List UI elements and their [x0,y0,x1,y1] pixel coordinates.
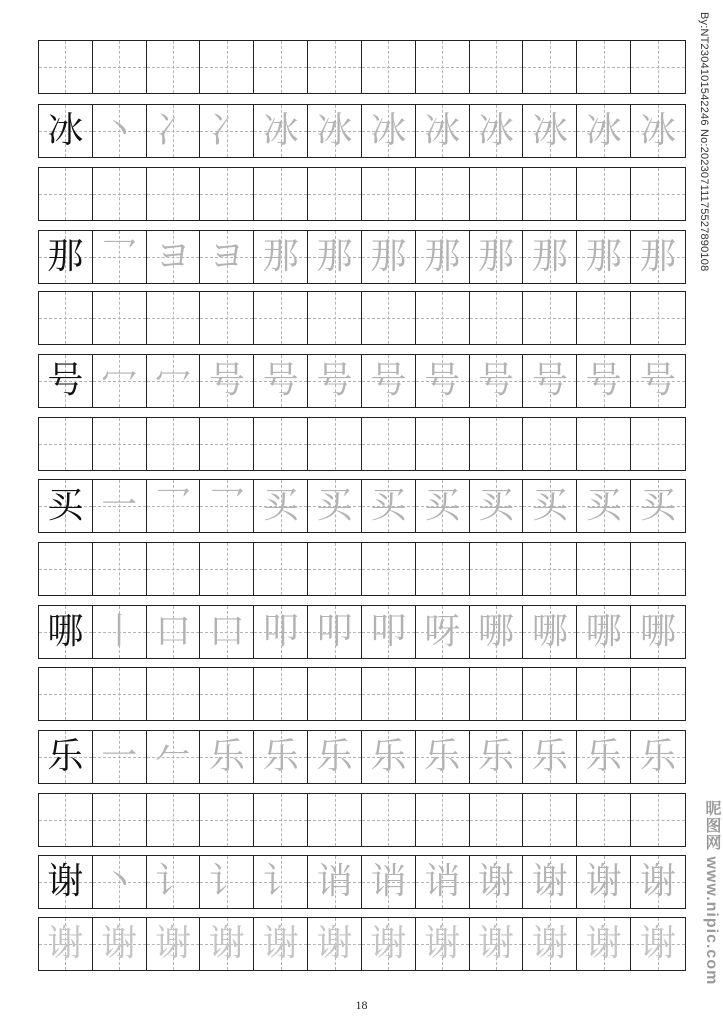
practice-cell [631,606,685,658]
practice-cell [39,41,93,93]
practice-cell [308,105,362,157]
page-number: 18 [355,998,368,1012]
cell-glyph: 买 [316,485,353,526]
cell-glyph: 号 [640,360,677,401]
practice-cell [200,292,254,344]
practice-cell [577,794,631,846]
practice-cell [147,543,201,595]
cell-glyph: 谢 [640,923,677,964]
cell-glyph: 冫 [208,110,245,151]
practice-cell [631,668,685,720]
cell-glyph: 口 [155,611,192,652]
practice-cell [362,543,416,595]
cell-glyph: 乐 [585,736,622,777]
practice-cell [308,168,362,220]
practice-cell [362,418,416,470]
practice-cell [147,231,201,283]
practice-cell [577,606,631,658]
character-row [38,730,686,784]
practice-cell [470,606,524,658]
practice-cell [577,668,631,720]
cell-glyph: 乐 [262,736,299,777]
practice-cell [93,292,147,344]
cell-glyph: 讠 [155,861,192,902]
cell-glyph: 丶 [101,110,138,151]
cell-glyph: ヨ [208,236,245,277]
practice-cell [254,794,308,846]
practice-cell [416,918,470,970]
practice-cell [362,41,416,93]
practice-cell [362,355,416,407]
cell-glyph: 乐 [640,736,677,777]
practice-cell [39,292,93,344]
practice-cell [147,794,201,846]
practice-grid [38,0,686,1024]
model-character-cell [39,105,93,157]
practice-cell [200,105,254,157]
practice-cell [200,231,254,283]
practice-cell [577,731,631,783]
model-character-cell [39,231,93,283]
cell-glyph: 哪 [640,611,677,652]
cell-glyph: 那 [370,236,407,277]
practice-cell [523,105,577,157]
practice-cell [631,231,685,283]
practice-cell [308,355,362,407]
practice-cell [416,543,470,595]
practice-cell [93,168,147,220]
practice-cell [470,168,524,220]
practice-cell [523,418,577,470]
practice-cell [577,168,631,220]
cell-glyph: 号 [370,360,407,401]
cell-glyph: 叩 [262,611,299,652]
practice-cell [362,105,416,157]
practice-cell [470,731,524,783]
practice-cell [631,543,685,595]
practice-cell [523,856,577,908]
practice-cell [416,731,470,783]
model-character-cell [39,355,93,407]
practice-cell [308,231,362,283]
practice-cell [523,231,577,283]
practice-cell [308,41,362,93]
practice-cell [470,418,524,470]
cell-glyph: 谢 [47,923,84,964]
practice-cell [308,480,362,532]
practice-cell [308,794,362,846]
character-row [38,479,686,533]
watermark-site: 昵图网 www.nipic.com [703,800,720,986]
practice-cell [631,856,685,908]
cell-glyph: 乐 [208,736,245,777]
practice-cell [577,918,631,970]
cell-glyph: 乐 [316,736,353,777]
practice-cell [523,292,577,344]
cell-glyph: 哪 [531,611,568,652]
cell-glyph: 乛 [155,485,192,526]
cell-glyph: 谢 [585,923,622,964]
practice-cell [308,856,362,908]
practice-cell [631,105,685,157]
practice-cell [362,918,416,970]
practice-cell [39,668,93,720]
cell-glyph: 号 [585,360,622,401]
model-character-cell [39,731,93,783]
practice-cell [147,856,201,908]
practice-cell [200,418,254,470]
practice-cell [254,105,308,157]
cell-glyph: 号 [262,360,299,401]
practice-cell [147,606,201,658]
practice-cell [147,168,201,220]
cell-glyph: ヨ [155,236,192,277]
practice-cell [200,480,254,532]
character-row [38,605,686,659]
practice-cell [416,355,470,407]
practice-cell [308,606,362,658]
practice-cell [416,168,470,220]
practice-cell [631,355,685,407]
practice-cell [470,231,524,283]
practice-cell [254,41,308,93]
cell-glyph: 谢 [478,923,515,964]
practice-cell [39,918,93,970]
cell-glyph: 冖 [101,360,138,401]
cell-glyph: 买 [478,485,515,526]
cell-glyph: 买 [262,485,299,526]
cell-glyph: 乐 [47,736,84,777]
cell-glyph: 买 [424,485,461,526]
practice-cell [470,543,524,595]
practice-cell [93,606,147,658]
cell-glyph: 那 [585,236,622,277]
practice-cell [470,918,524,970]
practice-cell [200,856,254,908]
cell-glyph: 𠂉 [155,736,192,777]
cell-glyph: 诮 [424,861,461,902]
practice-cell [362,231,416,283]
practice-cell [470,480,524,532]
practice-cell [470,105,524,157]
cell-glyph: 买 [531,485,568,526]
cell-glyph: 一 [101,736,138,777]
cell-glyph: 乐 [370,736,407,777]
practice-cell [147,418,201,470]
practice-cell [200,606,254,658]
blank-row [38,417,686,471]
practice-cell [523,168,577,220]
cell-glyph: 谢 [262,923,299,964]
cell-glyph: 丨 [101,611,138,652]
practice-cell [631,731,685,783]
cell-glyph: 号 [316,360,353,401]
practice-cell [470,355,524,407]
practice-cell [200,41,254,93]
practice-cell [362,794,416,846]
character-row [38,230,686,284]
practice-cell [416,606,470,658]
practice-cell [577,856,631,908]
practice-cell [523,918,577,970]
practice-cell [254,480,308,532]
practice-cell [631,794,685,846]
cell-glyph: 那 [47,236,84,277]
practice-cell [416,418,470,470]
practice-cell [39,168,93,220]
practice-cell [93,731,147,783]
practice-cell [147,480,201,532]
practice-cell [147,292,201,344]
practice-cell [523,543,577,595]
practice-cell [523,355,577,407]
cell-glyph: 号 [424,360,461,401]
practice-cell [93,668,147,720]
practice-cell [200,668,254,720]
practice-cell [200,543,254,595]
cell-glyph: 乐 [478,736,515,777]
practice-cell [200,918,254,970]
model-character-cell [39,606,93,658]
practice-cell [362,856,416,908]
cell-glyph: 那 [262,236,299,277]
practice-cell [254,918,308,970]
practice-cell [523,668,577,720]
cell-glyph: 乛 [101,236,138,277]
cell-glyph: 冰 [531,110,568,151]
cell-glyph: 买 [47,485,84,526]
practice-cell [254,292,308,344]
blank-row [38,167,686,221]
cell-glyph: 那 [478,236,515,277]
practice-cell [93,41,147,93]
cell-glyph: 谢 [101,923,138,964]
practice-cell [470,292,524,344]
blank-row [38,291,686,345]
cell-glyph: 谢 [370,923,407,964]
practice-cell [362,668,416,720]
practice-cell [577,418,631,470]
cell-glyph: 那 [316,236,353,277]
practice-cell [631,418,685,470]
practice-cell [416,856,470,908]
character-row [38,104,686,158]
practice-cell [308,668,362,720]
practice-cell [308,543,362,595]
practice-cell [577,105,631,157]
practice-cell [523,731,577,783]
cell-glyph: 谢 [585,861,622,902]
practice-cell [470,856,524,908]
trace-row [38,917,686,971]
cell-glyph: 一 [101,485,138,526]
practice-cell [147,105,201,157]
practice-cell [577,543,631,595]
practice-cell [254,543,308,595]
practice-cell [631,292,685,344]
practice-cell [470,668,524,720]
practice-cell [254,731,308,783]
cell-glyph: 冰 [478,110,515,151]
practice-cell [93,231,147,283]
cell-glyph: 谢 [424,923,461,964]
blank-row [38,667,686,721]
cell-glyph: 诮 [370,861,407,902]
practice-cell [416,794,470,846]
practice-cell [93,794,147,846]
cell-glyph: 谢 [531,861,568,902]
cell-glyph: 讠 [208,861,245,902]
practice-cell [39,418,93,470]
cell-glyph: 叩 [370,611,407,652]
practice-cell [631,918,685,970]
cell-glyph: 买 [370,485,407,526]
practice-cell [200,794,254,846]
practice-cell [470,794,524,846]
cell-glyph: 买 [585,485,622,526]
practice-cell [308,292,362,344]
blank-row [38,542,686,596]
cell-glyph: 冰 [316,110,353,151]
model-character-cell [39,856,93,908]
practice-cell [147,355,201,407]
practice-cell [308,418,362,470]
cell-glyph: 哪 [478,611,515,652]
practice-cell [362,480,416,532]
practice-cell [577,231,631,283]
blank-row [38,40,686,94]
practice-cell [308,918,362,970]
practice-cell [416,105,470,157]
practice-cell [200,168,254,220]
cell-glyph: 讠 [262,861,299,902]
practice-cell [577,41,631,93]
practice-cell [254,606,308,658]
practice-cell [523,606,577,658]
cell-glyph: 冰 [370,110,407,151]
practice-cell [416,480,470,532]
watermark-id: By:NT2304101542246 No:20230711175527890108 [698,12,710,272]
cell-glyph: 冰 [585,110,622,151]
practice-cell [577,480,631,532]
practice-cell [631,168,685,220]
practice-cell [577,292,631,344]
practice-cell [416,231,470,283]
cell-glyph: 谢 [640,861,677,902]
cell-glyph: 谢 [316,923,353,964]
practice-cell [523,480,577,532]
cell-glyph: 冰 [47,110,84,151]
cell-glyph: 谢 [531,923,568,964]
practice-cell [631,41,685,93]
practice-cell [254,418,308,470]
practice-cell [93,543,147,595]
cell-glyph: 号 [478,360,515,401]
cell-glyph: 乐 [424,736,461,777]
practice-cell [523,794,577,846]
cell-glyph: 冰 [424,110,461,151]
practice-cell [631,480,685,532]
practice-cell [254,668,308,720]
cell-glyph: 冖 [155,360,192,401]
practice-cell [308,731,362,783]
cell-glyph: 乐 [531,736,568,777]
practice-cell [200,355,254,407]
cell-glyph: 那 [531,236,568,277]
practice-cell [362,292,416,344]
practice-cell [416,292,470,344]
practice-cell [93,105,147,157]
practice-cell [254,856,308,908]
cell-glyph: 冰 [262,110,299,151]
practice-cell [523,41,577,93]
cell-glyph: 叩 [316,611,353,652]
practice-cell [362,606,416,658]
practice-cell [362,731,416,783]
cell-glyph: 诮 [316,861,353,902]
cell-glyph: 谢 [47,861,84,902]
model-character-cell [39,480,93,532]
cell-glyph: 买 [640,485,677,526]
cell-glyph: 乛 [208,485,245,526]
cell-glyph: 冰 [640,110,677,151]
practice-cell [416,668,470,720]
cell-glyph: 谢 [208,923,245,964]
practice-cell [416,41,470,93]
cell-glyph: 那 [640,236,677,277]
cell-glyph: 冫 [155,110,192,151]
cell-glyph: 呀 [424,611,461,652]
practice-cell [147,41,201,93]
cell-glyph: 哪 [585,611,622,652]
cell-glyph: 号 [531,360,568,401]
practice-cell [39,794,93,846]
practice-cell [200,731,254,783]
practice-cell [147,918,201,970]
cell-glyph: 口 [208,611,245,652]
practice-cell [93,355,147,407]
practice-cell [93,418,147,470]
cell-glyph: 那 [424,236,461,277]
practice-cell [93,480,147,532]
practice-cell [39,543,93,595]
cell-glyph: 谢 [478,861,515,902]
practice-cell [254,231,308,283]
practice-cell [93,856,147,908]
cell-glyph: 谢 [155,923,192,964]
practice-cell [254,168,308,220]
practice-cell [362,168,416,220]
practice-cell [147,668,201,720]
character-row [38,354,686,408]
practice-cell [470,41,524,93]
practice-cell [254,355,308,407]
blank-row [38,793,686,847]
cell-glyph: 号 [47,360,84,401]
practice-cell [93,918,147,970]
cell-glyph: 哪 [47,611,84,652]
cell-glyph: 号 [208,360,245,401]
cell-glyph: 丶 [101,861,138,902]
character-row [38,855,686,909]
practice-cell [147,731,201,783]
practice-cell [577,355,631,407]
